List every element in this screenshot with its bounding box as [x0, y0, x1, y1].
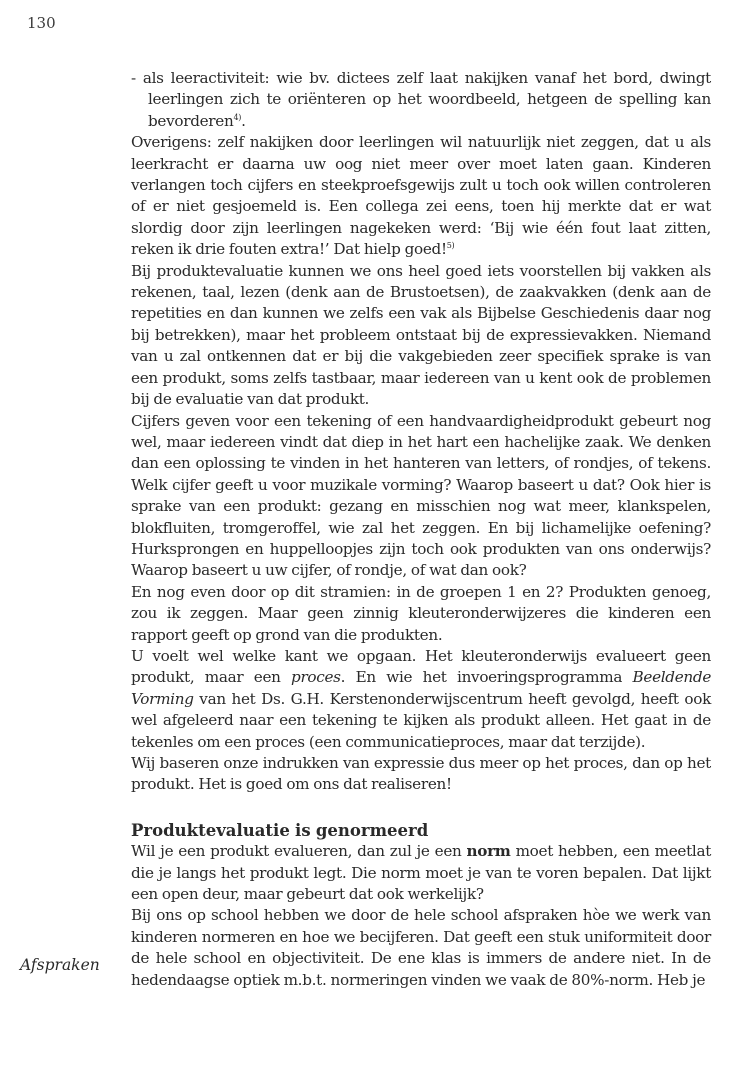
footnote-ref-5: 5): [446, 241, 455, 251]
margin-note-afspraken: Afspraken: [20, 956, 100, 974]
bullet-leeractiviteit: [131, 68, 711, 132]
paragraph-overigens: [131, 132, 711, 260]
program-title: Beeldende Vorming: [131, 668, 712, 708]
footnote-ref-4: 4): [233, 112, 242, 122]
paragraph-proces: [131, 646, 711, 753]
paragraph-overigens-text: Overigens: zelf nakijken door leerlingen wil natuurlijk niet zeggen, dat u als leerkracht er daarna uw oog niet meer over moet laten gaan. Kinderen verlangen toch cijfers en steekproefsgewijs zult u toch ook willen controleren of er niet gesjoemeld is. Een collega zei eens, toen hij merkte dat er wat slordig door zijn leerlingen nagekeken werd: ‘Bij wie één fout laat zitten, reken ik drie fouten extra!’ Dat hielp goed!: [131, 133, 711, 259]
body-text: [131, 68, 711, 991]
section-heading: Produktevaluatie is genormeerd: [131, 820, 429, 840]
paragraph-produktevaluatie: Bij produktevaluatie kunnen we ons heel goed iets voorstellen bij vakken als rekenen, taal, lezen (denk aan de Brustoetsen), de zaakvakken (denk aan de repetities en dan kunnen we zelfs een vak als Bijbelse Geschiedenis daar nog bij betrekken), maar het probleem ontstaat bij de expressievakken. Niemand van u zal ontkennen dat er bij die vakgebieden zeer specifiek sprake is van een produkt, soms zelfs tastbaar, maar iedereen van u kent ook de problemen bij de evaluatie van dat produkt.: [131, 261, 711, 409]
paragraph-proces-c: van het Ds. G.H. Kerstenonderwijscentrum heeft gevolgd, heeft ook wel afgeleerd naar een tekening te kijken als produkt alleen. Het gaat in de tekenles om een proces (een communicatieproces, maar dat terzijde).: [131, 689, 711, 751]
paragraph-proces-b: . En wie het invoeringsprogramma: [340, 668, 633, 687]
bullet-text: - als leeractiviteit: wie bv. dictees zelf laat nakijken vanaf het bord, dwingt leerlingen zich te oriënteren op het woordbeeld, hetgeen de spelling kan bevorderen: [131, 69, 711, 130]
paragraph-cijfers: Cijfers geven voor een tekening of een handvaardigheidprodukt gebeurt nog wel, maar iedereen vindt dat diep in het hart een hachelijke zaak. We denken dan een oplossing te vinden in het hanteren van letters, of rondjes, of tekens. Welk cijfer geeft u voor muzikale vorming? Waarop baseert u dat? Ook hier is sprake van een produkt: gezang en misschien nog wat meer, klankspelen, blokfluiten, tromgeroffel, wie zal het zeggen. En bij lichamelijke oefening? Hurksprongen en huppelloopjes zijn toch ook produkten van ons onderwijs? Waarop baseert u uw cijfer, of rondje, of wat dan ook?: [131, 411, 711, 580]
paragraph-indrukken: Wij baseren onze indrukken van expressie dus meer op het proces, dan op het produkt. Het is goed om ons dat realiseren!: [131, 754, 711, 794]
paragraph-norm: [131, 841, 711, 905]
paragraph-stramien: En nog even door op dit stramien: in de groepen 1 en 2? Produkten genoeg, zou ik zeggen. Maar geen zinnig kleuteronderwijzeres die kinderen een rapport geeft op grond van die produkten.: [131, 582, 711, 644]
bullet-end: .: [241, 111, 246, 130]
paragraph-norm-a: Wil je een produkt evalueren, dan zul je een: [131, 842, 467, 861]
page-number: 130: [27, 14, 56, 32]
paragraph-afspraken: Bij ons op school hebben we door de hele school afspraken hòe we werk van kinderen normeren en hoe we becijferen. Dat geeft een stuk uniformiteit door de hele school en objectiviteit. De ene klas is immers de andere niet. In de hedendaagse optiek m.b.t. normeringen vinden we vaak de 80%-norm. Heb je: [131, 906, 711, 989]
emphasis-proces: proces: [291, 668, 341, 687]
paragraph-norm-b: moet hebben, een meetlat die je langs het produkt legt. Die norm moet je van te voren bepalen. Dat lijkt een open deur, maar gebeurt dat ook werkelijk?: [131, 842, 712, 904]
paragraph-proces-a: U voelt wel welke kant we opgaan. Het kleuteronderwijs evalueert geen produkt, maar een: [131, 646, 711, 687]
emphasis-norm: norm: [466, 842, 511, 861]
